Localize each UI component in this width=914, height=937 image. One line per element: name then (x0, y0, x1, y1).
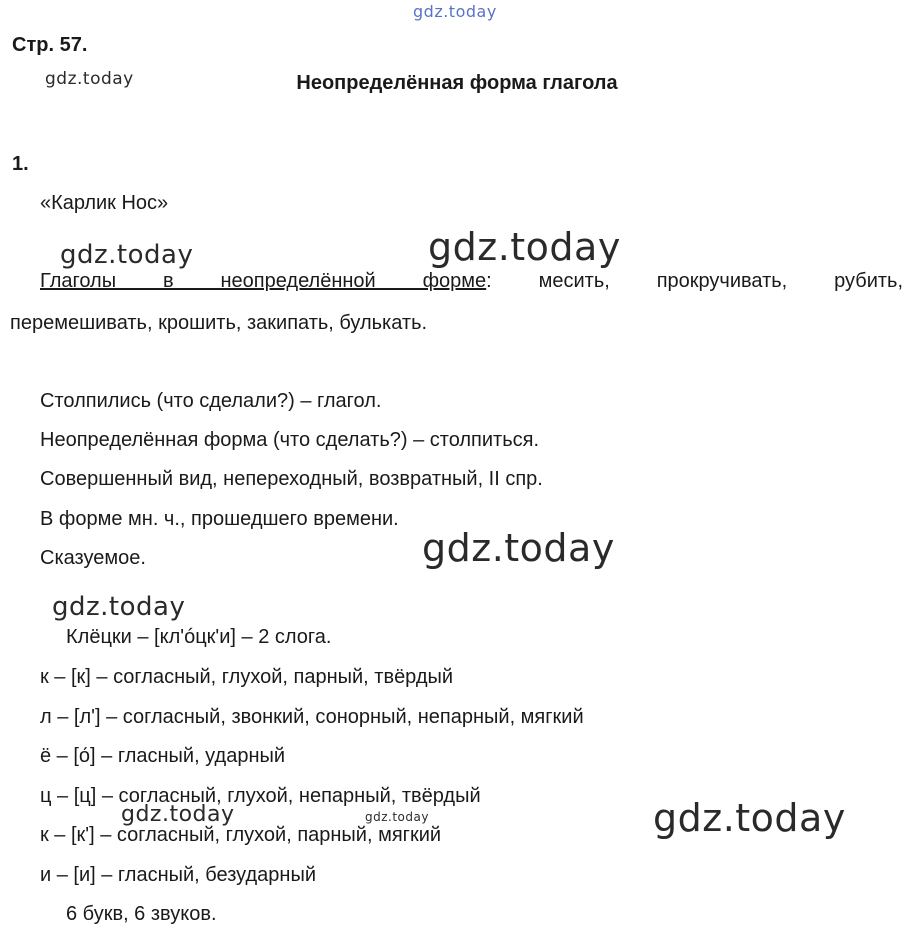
watermark: gdz.today (121, 802, 235, 827)
phonetic-header: Клёцки – [кл'óцк'и] – 2 слога. (66, 626, 332, 648)
verbs-colon: : (486, 270, 492, 292)
analysis-line: Неопределённая форма (что сделать?) – столпиться. (40, 429, 540, 451)
page-number: Стр. 57. (12, 34, 88, 56)
verbs-label: Глаголы в неопределённой форме (40, 270, 487, 292)
analysis-line: Столпились (что сделали?) – глагол. (40, 390, 382, 412)
phonetic-row: ц – [ц] – согласный, глухой, непарный, твёрдый (40, 785, 481, 807)
page-title: Неопределённая форма глагола (296, 72, 618, 94)
watermark: gdz.today (428, 225, 621, 269)
task-number: 1. (12, 153, 29, 175)
phonetic-row: и – [и] – гласный, безударный (40, 864, 316, 886)
verbs-line-1 (40, 270, 903, 293)
story-title: «Карлик Нос» (40, 192, 169, 214)
phonetic-summary: 6 букв, 6 звуков. (66, 903, 217, 925)
watermark: gdz.today (653, 796, 846, 840)
watermark: gdz.today (52, 592, 186, 622)
phonetic-row: к – [к] – согласный, глухой, парный, твёрдый (40, 666, 454, 688)
watermark: gdz.today (365, 810, 429, 824)
watermark: gdz.today (422, 526, 615, 570)
watermark: gdz.today (45, 69, 134, 89)
watermark-top: gdz.today (413, 2, 497, 21)
verbs-line-2: перемешивать, крошить, закипать, булькать. (10, 312, 428, 334)
phonetic-row: л – [л'] – согласный, звонкий, сонорный, непарный, мягкий (40, 706, 584, 728)
watermark: gdz.today (60, 240, 194, 270)
analysis-line: Совершенный вид, непереходный, возвратный, II спр. (40, 468, 543, 490)
phonetic-row: ё – [о́] – гласный, ударный (40, 745, 286, 767)
analysis-line: Сказуемое. (40, 547, 146, 569)
analysis-line: В форме мн. ч., прошедшего времени. (40, 508, 399, 530)
phonetic-row: к – [к'] – согласный, глухой, парный, мягкий (40, 824, 442, 846)
verbs-list-1: месить, прокручивать, рубить, (538, 270, 903, 292)
